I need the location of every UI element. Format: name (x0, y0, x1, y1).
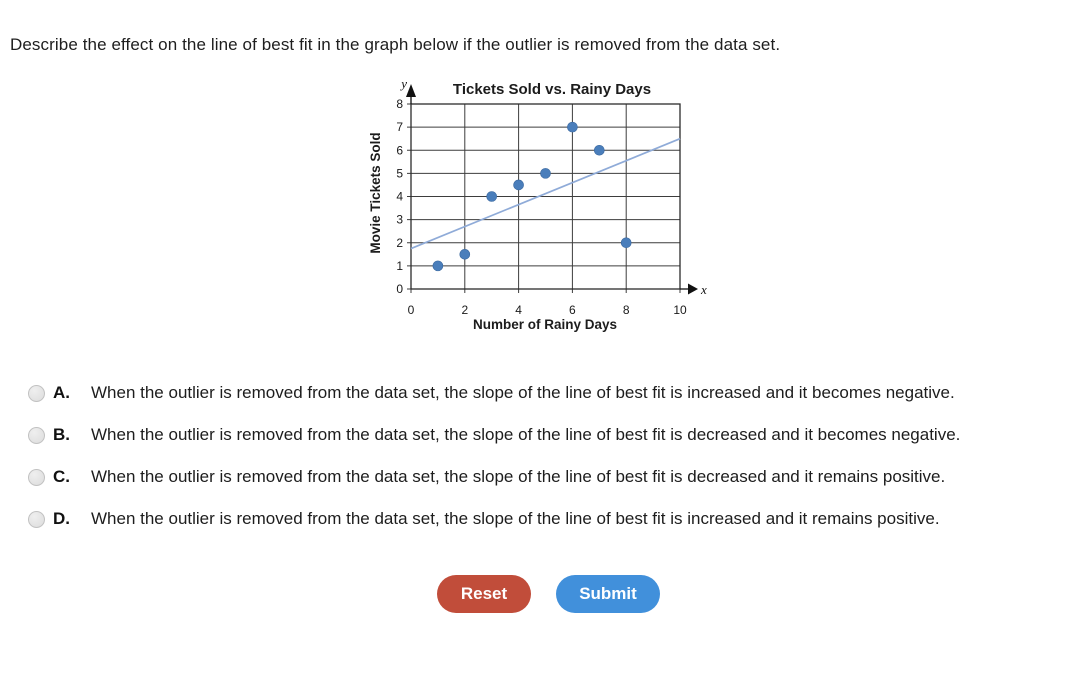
y-tick-label: 7 (396, 120, 403, 135)
x-tick-label: 4 (515, 303, 522, 317)
radio-option-c[interactable] (28, 469, 45, 486)
option-letter: C. (53, 467, 70, 486)
y-tick-label: 2 (396, 235, 403, 250)
option-letter: D. (53, 509, 70, 528)
option-row-b[interactable] (28, 414, 1058, 456)
x-axis-arrow-icon (688, 284, 698, 295)
option-text: When the outlier is removed from the data set, the slope of the line of best fit is decreased and it remains positive. (91, 467, 946, 486)
reset-button[interactable]: Reset (437, 575, 531, 613)
data-point (621, 238, 631, 248)
radio-option-d[interactable] (28, 511, 45, 528)
data-point (460, 249, 470, 259)
radio-option-b[interactable] (28, 427, 45, 444)
data-point (541, 168, 551, 178)
y-tick-label: 8 (396, 97, 403, 111)
option-letter: A. (53, 383, 70, 402)
x-tick-label: 10 (673, 303, 687, 317)
options-list (28, 372, 1058, 540)
option-row-c[interactable] (28, 456, 1058, 498)
option-row-d[interactable] (28, 498, 1058, 540)
option-letter: B. (53, 425, 70, 444)
radio-option-a[interactable] (28, 385, 45, 402)
option-text: When the outlier is removed from the data set, the slope of the line of best fit is increased and it remains positive. (91, 509, 940, 528)
option-row-a[interactable] (28, 372, 1058, 414)
x-axis-symbol: x (701, 282, 707, 297)
y-axis-label: Movie Tickets Sold (368, 132, 383, 254)
x-tick-label: 8 (622, 303, 630, 317)
y-tick-label: 0 (396, 282, 403, 296)
option-text: When the outlier is removed from the data set, the slope of the line of best fit is decreased and it becomes negative. (91, 425, 961, 444)
y-tick-label: 5 (396, 166, 403, 181)
y-tick-label: 1 (396, 258, 403, 273)
y-tick-label: 4 (396, 189, 403, 204)
y-axis-symbol: y (401, 76, 407, 91)
y-tick-label: 3 (396, 212, 403, 227)
y-tick-label: 6 (396, 143, 403, 158)
scatter-chart (368, 76, 712, 336)
chart (368, 76, 712, 336)
option-text: When the outlier is removed from the data set, the slope of the line of best fit is increased and it becomes negative. (91, 383, 955, 402)
data-point (433, 261, 443, 271)
y-axis-arrow-icon (406, 84, 416, 97)
data-point (487, 192, 497, 202)
x-axis-label: Number of Rainy Days (472, 317, 618, 332)
x-tick-label: 2 (461, 303, 469, 317)
question-text: Describe the effect on the line of best fit in the graph below if the outlier is removed from the data set. (10, 35, 781, 54)
x-tick-label: 6 (569, 303, 576, 317)
data-point (514, 180, 524, 190)
submit-button[interactable]: Submit (556, 575, 660, 613)
action-buttons (437, 575, 660, 613)
chart-title: Tickets Sold vs. Rainy Days (452, 81, 652, 98)
data-point (567, 122, 577, 132)
x-tick-label: 0 (407, 303, 415, 317)
best-fit-line (411, 139, 680, 249)
data-point (594, 145, 604, 155)
